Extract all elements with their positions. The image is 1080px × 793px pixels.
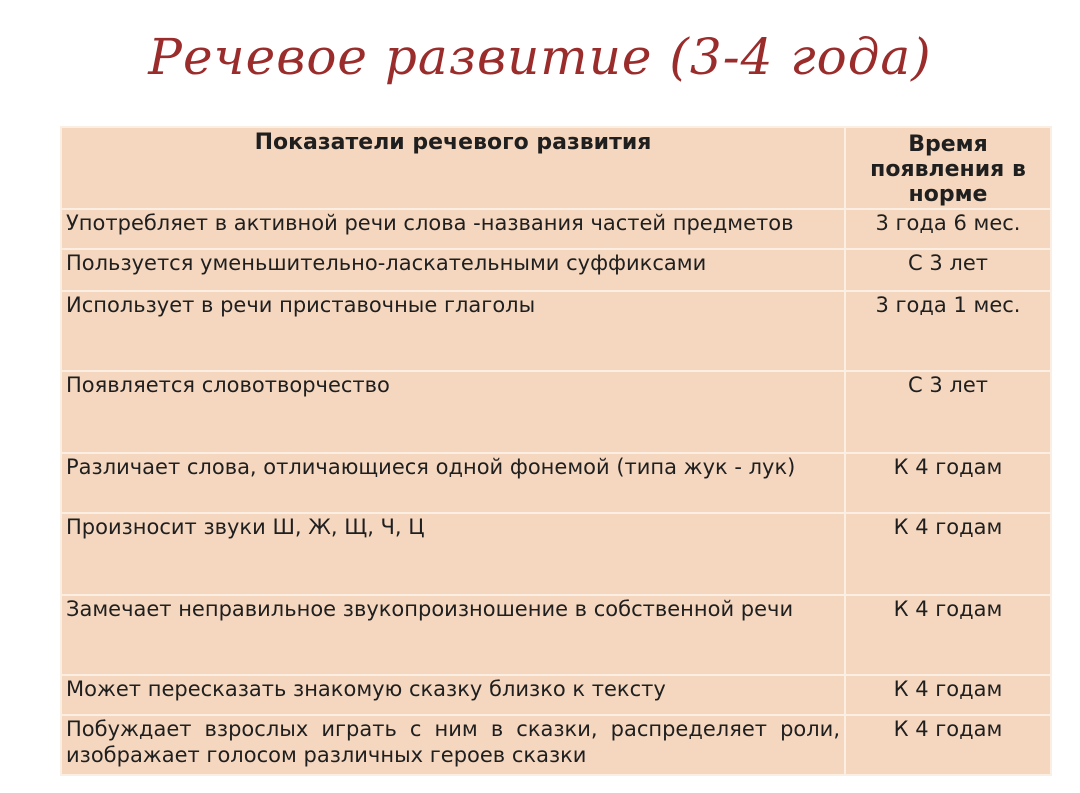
table-row: [61, 595, 1051, 675]
header-indicator: Показатели речевого развития: [61, 127, 845, 209]
row-indicator: Произносит звуки Ш, Ж, Щ, Ч, Ц: [61, 513, 845, 595]
row-indicator: Замечает неправильное звукопроизношение в собственной речи: [61, 595, 845, 675]
table-row: [61, 513, 1051, 595]
table-row: [61, 249, 1051, 291]
header-time: Время появления в норме: [845, 127, 1051, 209]
row-indicator: Появляется словотворчество: [61, 371, 845, 453]
page-title: Речевое развитие (3-4 года): [148, 28, 932, 86]
table-row: [61, 453, 1051, 513]
table-row: [61, 715, 1051, 775]
row-time: 3 года 6 мес.: [845, 209, 1051, 249]
speech-development-table: [60, 126, 1052, 776]
table-row: [61, 675, 1051, 715]
row-time: К 4 годам: [845, 595, 1051, 675]
row-time: К 4 годам: [845, 715, 1051, 775]
row-indicator: Побуждает взрослых играть с ним в сказки, распределяет роли, изображает голосом различных героев сказки: [61, 715, 845, 775]
row-indicator: Различает слова, отличающиеся одной фонемой (типа жук - лук): [61, 453, 845, 513]
row-time: К 4 годам: [845, 453, 1051, 513]
table-row: [61, 209, 1051, 249]
row-indicator: Может пересказать знакомую сказку близко к тексту: [61, 675, 845, 715]
table-row: [61, 291, 1051, 371]
row-time: С 3 лет: [845, 249, 1051, 291]
row-indicator: Употребляет в активной речи слова -названия частей предметов: [61, 209, 845, 249]
table-row: [61, 371, 1051, 453]
row-time: К 4 годам: [845, 513, 1051, 595]
row-time: К 4 годам: [845, 675, 1051, 715]
row-indicator: Использует в речи приставочные глаголы: [61, 291, 845, 371]
row-time: 3 года 1 мес.: [845, 291, 1051, 371]
row-indicator: Пользуется уменьшительно-ласкательными суффиксами: [61, 249, 845, 291]
row-time: С 3 лет: [845, 371, 1051, 453]
table-header-row: [61, 127, 1051, 209]
